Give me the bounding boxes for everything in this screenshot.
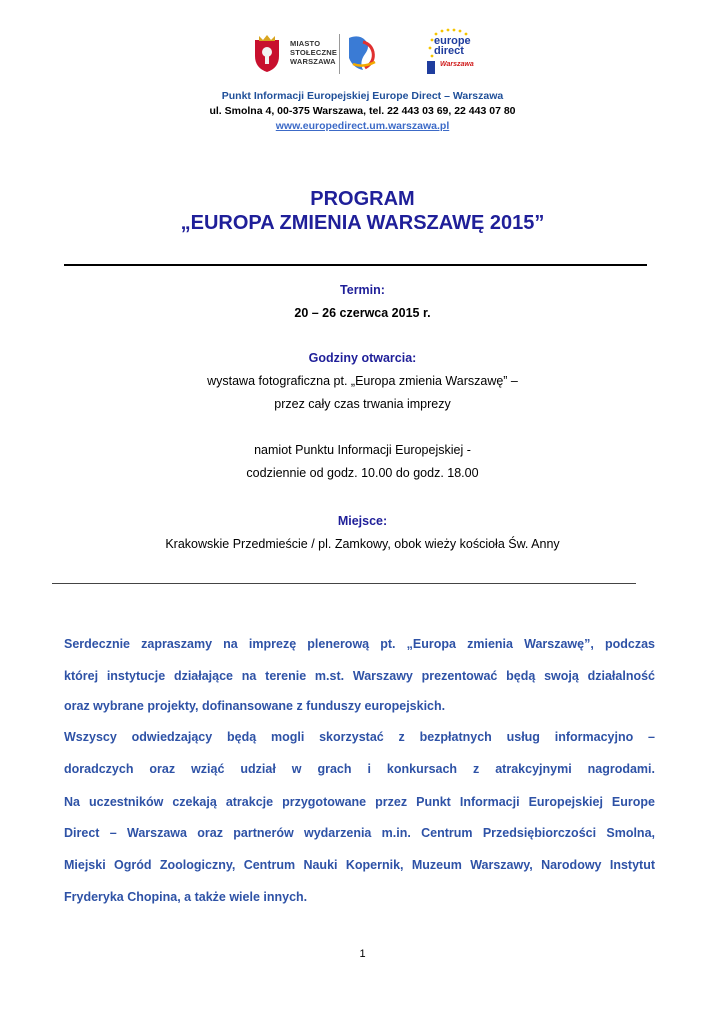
document-title: PROGRAM xyxy=(310,188,415,210)
logo-divider xyxy=(339,34,340,74)
body-line: Fryderyka Chopina, a także wiele innych. xyxy=(64,890,308,904)
godziny-line-4: codziennie od godz. 10.00 do godz. 18.00 xyxy=(246,466,479,480)
miejsce-label: Miejsce: xyxy=(337,514,388,528)
warsaw-coat-of-arms-icon xyxy=(252,34,282,72)
godziny-line-3: namiot Punktu Informacji Europejskiej - xyxy=(254,443,471,457)
body-line: Miejski Ogród Zoologiczny, Centrum Nauki Kopernik, Muzeum Warszawy, Narodowy Instytut xyxy=(64,858,655,872)
top-divider xyxy=(64,264,647,266)
body-line: której instytucje działające na terenie m.st. Warszawy prezentować będą swoją działalność xyxy=(64,669,655,683)
body-line: Serdecznie zapraszamy na imprezę plenerową pt. „Europa zmienia Warszawę”, podczas xyxy=(64,637,655,651)
miejsce-value: Krakowskie Przedmieście / pl. Zamkowy, obok wieży kościoła Św. Anny xyxy=(165,537,560,551)
godziny-line-1: wystawa fotograficzna pt. „Europa zmienia Warszawę” – xyxy=(207,374,518,388)
europe-direct-logo-subtext: Warszawa xyxy=(440,61,474,68)
document-subtitle: „EUROPA ZMIENIA WARSZAWĘ 2015” xyxy=(180,212,545,234)
godziny-line-2: przez cały czas trwania imprezy xyxy=(274,397,451,411)
europe-direct-logo-text: europe direct xyxy=(434,35,471,57)
termin-label: Termin: xyxy=(340,283,385,297)
body-line: Na uczestników czekają atrakcje przygotowane przez Punkt Informacji Europejskiej Europe xyxy=(64,795,655,809)
middle-divider xyxy=(52,583,636,584)
body-line: oraz wybrane projekty, dofinansowane z funduszy europejskich. xyxy=(64,699,446,713)
logo-bar xyxy=(0,28,725,78)
termin-value: 20 – 26 czerwca 2015 r. xyxy=(294,306,431,320)
body-line: Direct – Warszawa oraz partnerów wydarzenia m.in. Centrum Przedsiębiorczości Smolna, xyxy=(64,826,655,840)
body-line: Wszyscy odwiedzający będą mogli skorzystać z bezpłatnych usług informacyjno – xyxy=(64,730,655,744)
body-line: doradczych oraz wziąć udział w grach i konkursach z atrakcyjnymi nagrodami. xyxy=(64,762,655,776)
page-number: 1 xyxy=(359,948,366,960)
godziny-label: Godziny otwarcia: xyxy=(308,351,417,365)
org-address: ul. Smolna 4, 00-375 Warszawa, tel. 22 443 03 69, 22 443 07 80 xyxy=(209,105,516,117)
warsaw-brand-logo-icon xyxy=(345,34,381,74)
city-logo-text: MIASTO STOŁECZNE WARSZAWA xyxy=(290,39,338,66)
org-name: Punkt Informacji Europejskiej Europe Direct – Warszawa xyxy=(221,90,504,102)
org-website-link[interactable]: www.europedirect.um.warszawa.pl xyxy=(275,120,450,132)
